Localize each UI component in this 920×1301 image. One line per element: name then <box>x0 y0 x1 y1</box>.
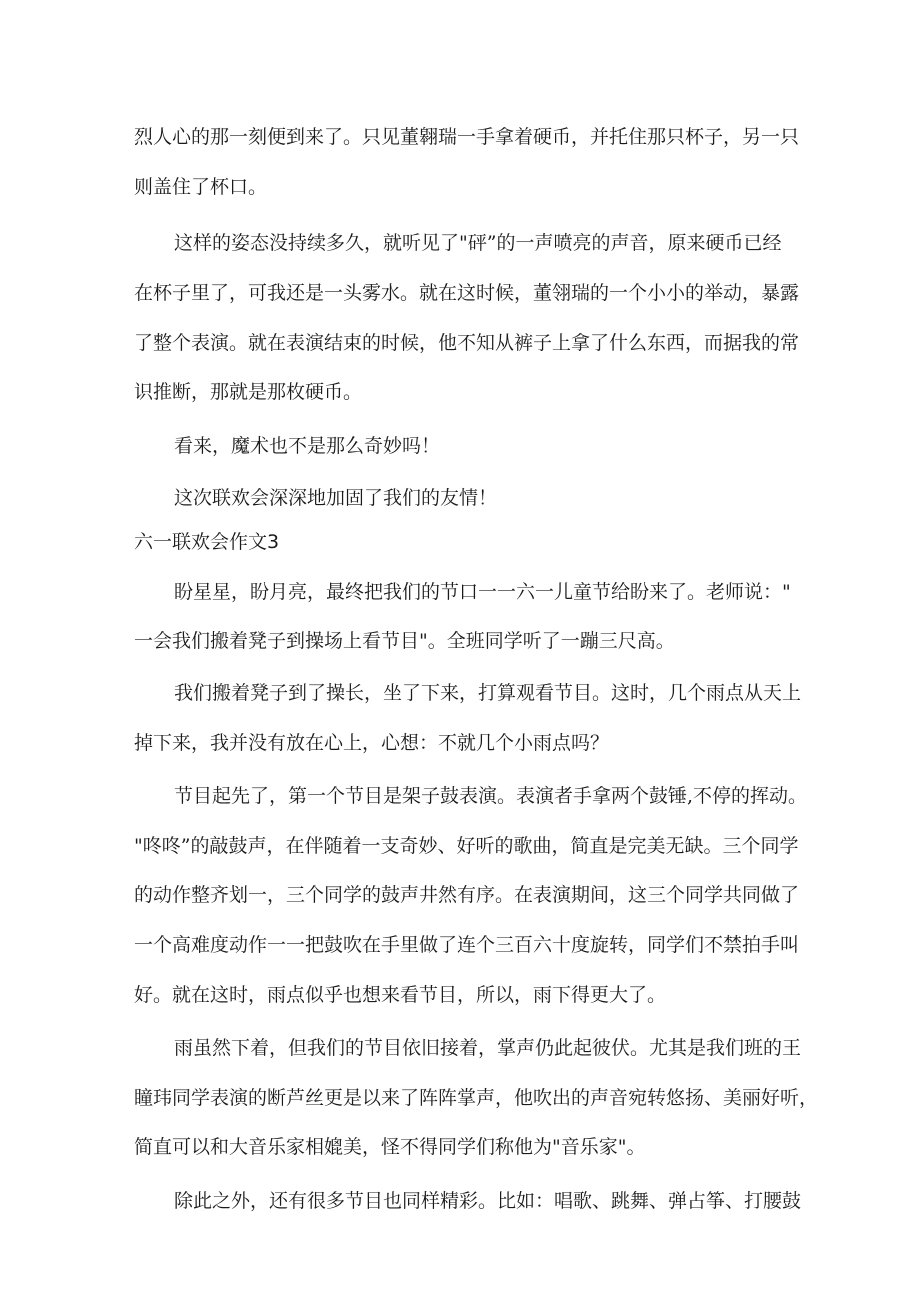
text-line: 雨虽然下着，但我们的节目依旧接着，掌声仍此起彼伏。尤其是我们班的王 <box>174 1037 802 1059</box>
text-line: 一个高难度动作一一把鼓吹在手里做了连个三百六十度旋转，同学们不禁拍手叫 <box>134 934 800 956</box>
text-line: 盼星星，盼月亮，最终把我们的节口一一六一儿童节给盼来了。老师说：" <box>174 581 791 603</box>
text-line: 的动作整齐划一，三个同学的鼓声井然有序。在表演期间，这三个同学共同做了 <box>134 884 800 906</box>
text-line: 这样的姿态没持续多久，就听见了"砰”的一声喷亮的声音，原来硬币已经 <box>174 232 782 254</box>
text-line: "咚咚”的敲鼓声，在伴随着一支奇妙、好听的歌曲，简直是完美无缺。三个同学 <box>134 835 799 857</box>
text-line: 在杯子里了，可我还是一头雾水。就在这时候，董翎瑞的一个小小的举动，暴露 <box>134 282 800 304</box>
section-heading: 六一联欢会作文3 <box>134 531 280 553</box>
text-line: 看来，魔术也不是那么奇妙吗！ <box>174 435 441 457</box>
text-line: 我们搬着凳子到了操长，坐了下来，打算观看节目。这时，几个雨点从天上 <box>174 682 802 704</box>
text-line: 掉下来，我并没有放在心上，心想：不就几个小雨点吗？ <box>134 732 610 754</box>
text-line: 瞳玮同学表演的断芦丝更是以来了阵阵掌声，他吹出的声音宛转悠扬、美丽好听， <box>134 1087 819 1109</box>
text-line: 简直可以和大音乐家相媲美，怪不得同学们称他为"音乐家"。 <box>134 1136 646 1158</box>
text-line: 节目起先了，第一个节目是架子鼓表演。表演者手拿两个鼓锤,不停的挥动。 <box>174 785 808 807</box>
text-line: 除此之外，还有很多节目也同样精彩。比如：唱歌、跳舞、弹占筝、打腰鼓 <box>174 1190 802 1212</box>
text-line: 一会我们搬着凳子到操场上看节目"。全班同学听了一蹦三尺高。 <box>134 630 675 652</box>
text-line: 识推断，那就是那枚硬币。 <box>134 381 363 403</box>
text-line: 烈人心的那一刻便到来了。只见董翱瑞一手拿着硬币，并托住那只杯子，另一只 <box>134 126 800 148</box>
text-line: 好。就在这时，雨点似乎也想来看节目，所以，雨下得更大了。 <box>134 984 667 1006</box>
text-line: 则盖住了杯口。 <box>134 176 268 198</box>
text-line: 了整个表演。就在表演结束的时候，他不知从裤子上拿了什么东西，而据我的常 <box>134 332 800 354</box>
text-line: 这次联欢会深深地加固了我们的友情！ <box>174 487 498 509</box>
